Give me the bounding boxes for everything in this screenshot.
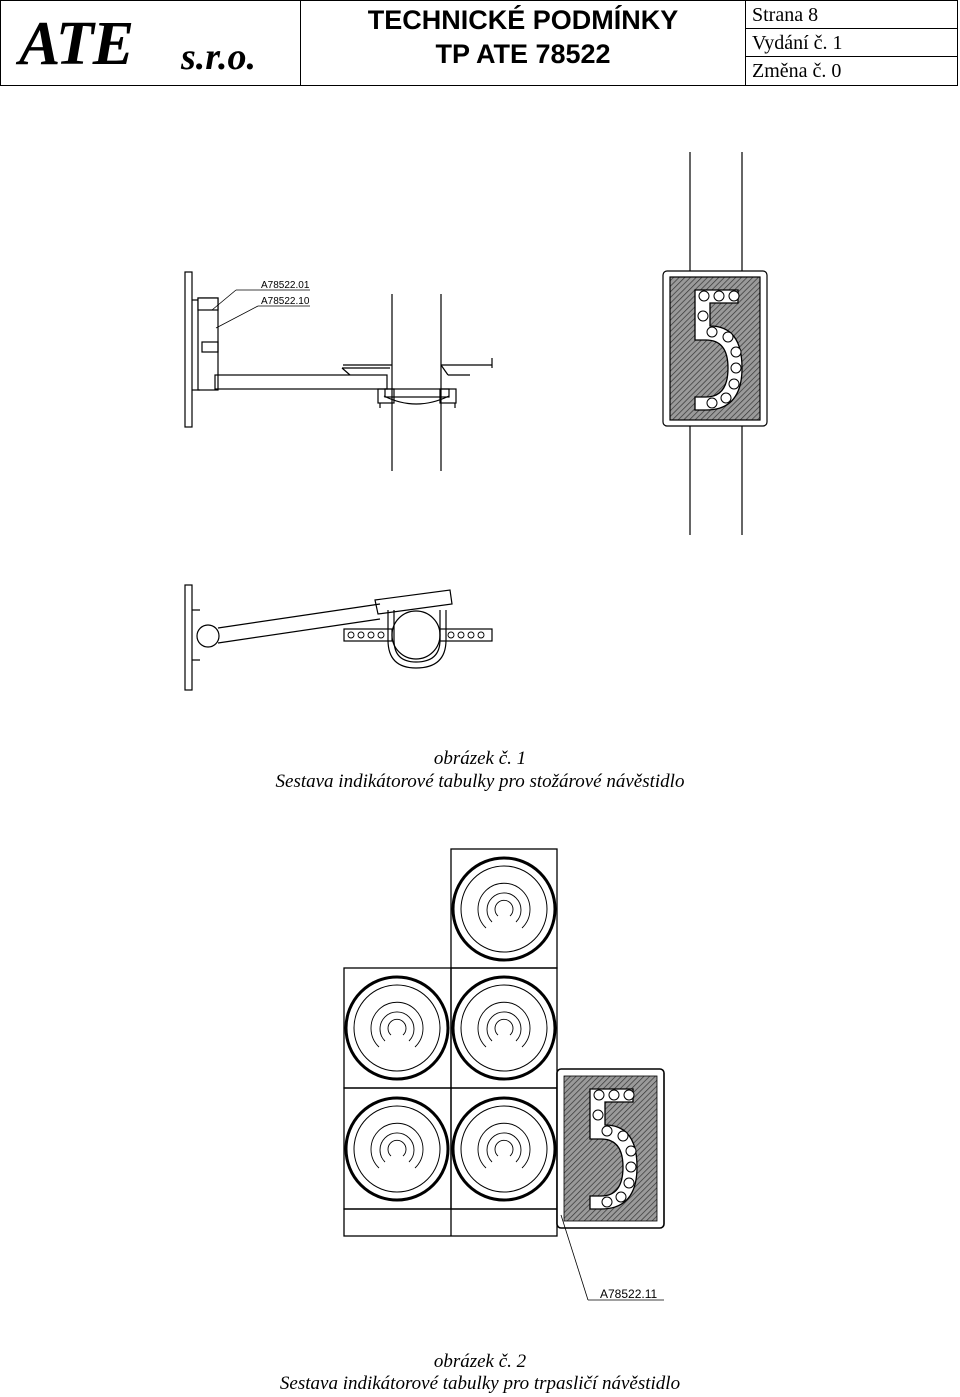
figure2-lens-3 [453, 977, 555, 1079]
figure1-caption-text: Sestava indikátorové tabulky pro stožárové návěstidlo [275, 771, 685, 792]
figure2-indicator-sign [557, 1069, 664, 1228]
figure1-top-view [185, 585, 492, 690]
figure2-dwarf-signal [344, 849, 557, 1236]
figure2-lens-5 [453, 1098, 555, 1200]
title-line-2: TP ATE 78522 [435, 39, 611, 69]
change-number: Změna č. 0 [752, 60, 842, 82]
page-number: Strana 8 [746, 1, 958, 29]
figure2-caption-number: obrázek č. 2 [433, 1351, 527, 1372]
figure1-label-top: A78522.01 [261, 280, 310, 291]
figure2-lens-2 [346, 977, 448, 1079]
figure1-label-bottom: A78522.10 [261, 296, 310, 307]
figure1-side-view [185, 272, 492, 471]
figure2-caption-text: Sestava indikátorové tabulky pro trpasličí návěstidlo [279, 1373, 681, 1394]
issue-number: Vydání č. 1 [746, 29, 958, 57]
figure2-lens-4 [346, 1098, 448, 1200]
figure1-front-view [663, 152, 767, 535]
figure2-lens-1 [453, 858, 555, 960]
figure2-label: A78522.11 [600, 1287, 658, 1301]
figure1-caption-number: obrázek č. 1 [433, 748, 527, 769]
title-line-1: TECHNICKÉ PODMÍNKY [367, 5, 679, 35]
logo-suffix: s.r.o. [181, 36, 256, 78]
logo-main: ATE [19, 10, 134, 78]
